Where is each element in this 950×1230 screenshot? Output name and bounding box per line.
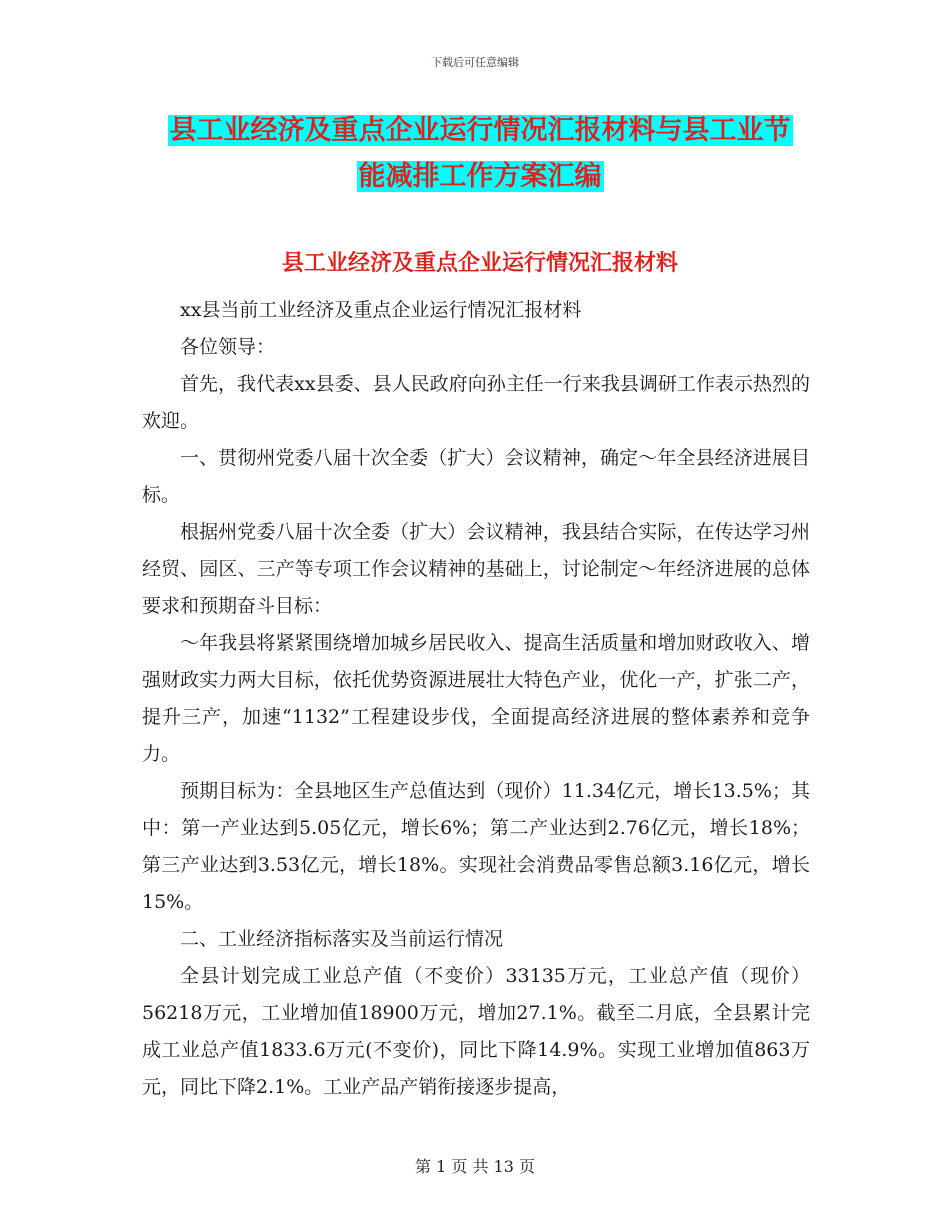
page-footer: 第 1 页 共 13 页: [415, 1157, 535, 1176]
paragraph: 首先，我代表xx县委、县人民政府向孙主任一行来我县调研工作表示热烈的欢迎。: [142, 373, 810, 432]
paragraph: 根据州党委八届十次全委（扩大）会议精神，我县结合实际，在传达学习州经贸、园区、三产等专项工作会议精神的基础上，讨论制定～年经济进展的总体要求和预期奋斗目标：: [142, 521, 810, 617]
paragraph: xx县当前工业经济及重点企业运行情况汇报材料: [180, 299, 582, 321]
paragraph: 二、工业经济指标落实及当前运行情况: [180, 928, 504, 950]
paragraph: ～年我县将紧紧围绕增加城乡居民收入、提高生活质量和增加财政收入、增强财政实力两大目标，依托优势资源进展壮大特色产业，优化一产，扩张二产，提升三产，加速“1132”工程建设步伐，全面提高经济进展的整体素养和竞争力。: [142, 632, 810, 765]
document-title-line-1: 县工业经济及重点企业运行情况汇报材料与县工业节: [169, 115, 791, 146]
document-title: [140, 108, 820, 200]
page-header: 下载后可任意编辑: [431, 56, 519, 69]
document-title-line-2: 能减排工作方案汇编: [358, 161, 602, 192]
paragraph: 一、贯彻州党委八届十次全委（扩大）会议精神，确定～年全县经济进展目标。: [142, 447, 810, 506]
section-title: 县工业经济及重点企业运行情况汇报材料: [281, 251, 678, 276]
paragraph: 预期目标为：全县地区生产总值达到（现价）11.34亿元，增长13.5%；其中：第一产业达到5.05亿元，增长6%；第二产业达到2.76亿元，增长18%；第三产业达到3.53亿元，增长18%。实现社会消费品零售总额3.16亿元，增长15%。: [142, 780, 810, 913]
paragraph: 各位领导：: [180, 336, 276, 358]
document-body: [142, 292, 810, 1106]
paragraph: 全县计划完成工业总产值（不变价）33135万元，工业总产值（现价）56218万元，工业增加值18900万元，增加27.1%。截至二月底，全县累计完成工业总产值1833.6万元(不变价)，同比下降14.9%。实现工业增加值863万元，同比下降2.1%。工业产品产销衔接逐步提高，: [142, 965, 810, 1098]
